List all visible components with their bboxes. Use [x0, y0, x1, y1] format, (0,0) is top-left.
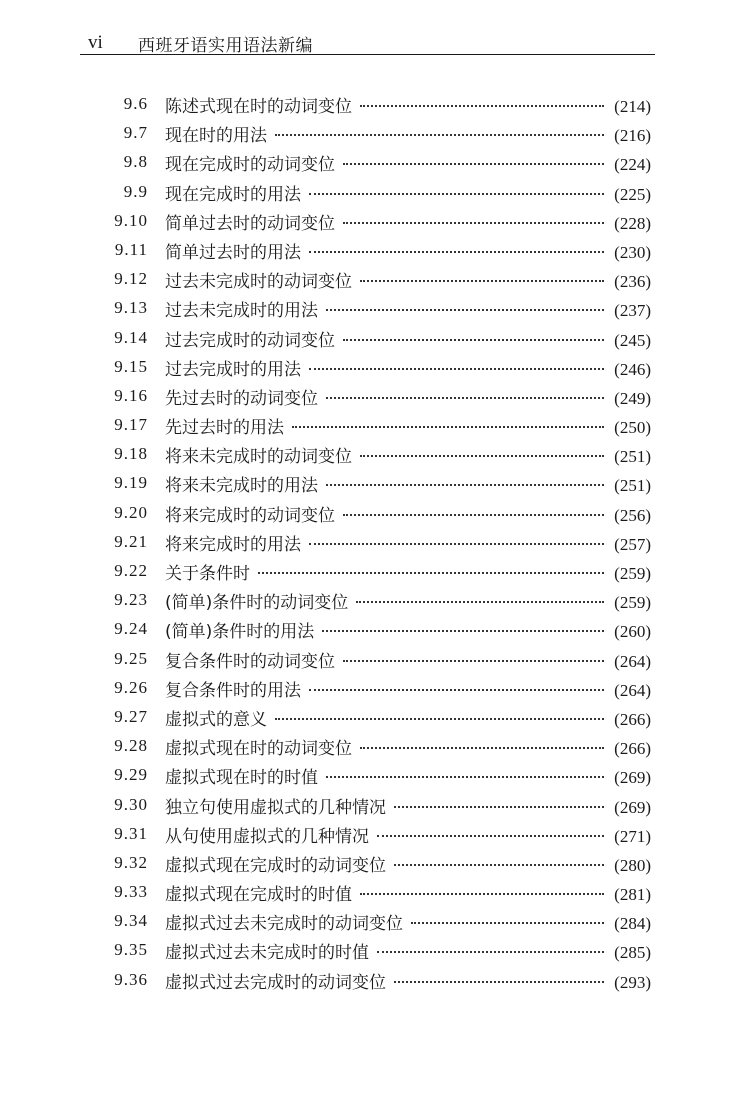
toc-entry-line: [165, 209, 651, 234]
toc-entry-number: 9.7: [123, 123, 148, 143]
toc-entry-page: (256): [614, 505, 651, 525]
toc-entry-line: [165, 793, 651, 818]
toc-entry-line: [165, 734, 651, 759]
toc-entry-number: 9.29: [114, 765, 148, 785]
toc-entry-line: [165, 326, 651, 351]
toc-entry[interactable]: [0, 148, 750, 177]
toc-entry-page: (293): [614, 972, 651, 992]
toc-entry[interactable]: [0, 849, 750, 878]
toc-entry[interactable]: [0, 469, 750, 498]
toc-entry-page: (237): [614, 301, 651, 321]
toc-entry-title: 将来完成时的动词变位: [165, 505, 335, 526]
toc-entry-title: 陈述式现在时的动词变位: [165, 97, 352, 117]
toc-entry-line: [165, 413, 651, 438]
toc-entry-page: (246): [614, 359, 651, 379]
toc-entry-number: 9.25: [114, 648, 148, 668]
dot-leader: [275, 134, 604, 136]
toc-entry-line: [165, 705, 651, 730]
toc-entry[interactable]: [0, 499, 750, 528]
toc-entry-page: (251): [614, 447, 651, 467]
toc-entry-title: 简单过去时的用法: [165, 242, 301, 263]
dot-leader: [326, 397, 604, 399]
toc-entry-page: (269): [614, 797, 651, 817]
toc-entry-line: [165, 150, 651, 175]
toc-entry-title: 过去未完成时的动词变位: [165, 272, 352, 293]
toc-entry[interactable]: [0, 440, 750, 469]
dot-leader: [292, 426, 604, 428]
toc-entry-page: (216): [614, 126, 651, 146]
toc-entry[interactable]: [0, 703, 750, 732]
toc-entry[interactable]: [0, 207, 750, 236]
dot-leader: [258, 572, 604, 574]
toc-entry[interactable]: [0, 878, 750, 907]
toc-entry[interactable]: [0, 353, 750, 382]
toc-entry-title: (简单)条件时的用法: [165, 622, 315, 643]
toc-entry-number: 9.20: [114, 502, 148, 522]
toc-entry-line: [165, 501, 651, 526]
toc-entry-line: [165, 238, 651, 263]
toc-entry-title: 先过去时的动词变位: [165, 388, 318, 409]
toc-entry-line: [165, 676, 651, 701]
page-number: vi: [88, 32, 103, 53]
toc-entry[interactable]: [0, 907, 750, 936]
dot-leader: [360, 105, 604, 107]
toc-entry[interactable]: [0, 966, 750, 995]
toc-entry-title: 现在完成时的用法: [165, 184, 301, 205]
toc-entry-title: 过去完成时的动词变位: [165, 330, 335, 351]
toc-entry-number: 9.21: [114, 531, 148, 551]
toc-entry-title: 虚拟式现在时的动词变位: [165, 739, 352, 760]
toc-entry[interactable]: [0, 761, 750, 790]
dot-leader: [360, 893, 604, 895]
toc-entry-page: (269): [614, 768, 651, 788]
toc-entry-page: (251): [614, 476, 651, 496]
toc-entry-number: 9.33: [114, 882, 148, 902]
toc-entry[interactable]: [0, 586, 750, 615]
dot-leader: [394, 806, 604, 808]
toc-entry-title: 简单过去时的动词变位: [165, 213, 335, 234]
toc-entry-page: (264): [614, 680, 651, 700]
toc-entry-line: [165, 880, 651, 905]
dot-leader: [275, 718, 604, 720]
toc-entry-page: (257): [614, 534, 651, 554]
toc-entry-line: [165, 559, 651, 584]
toc-entry-line: [165, 355, 651, 380]
toc-entry-line: [165, 617, 651, 642]
toc-entry[interactable]: [0, 294, 750, 323]
toc-entry-title: 从句使用虚拟式的几种情况: [165, 826, 369, 847]
dot-leader: [343, 514, 604, 516]
toc-entry-title: 虚拟式的意义: [165, 709, 267, 730]
dot-leader: [360, 455, 604, 457]
toc-entry-line: [165, 938, 651, 963]
toc-entry-number: 9.28: [114, 736, 148, 756]
dot-leader: [394, 981, 604, 983]
toc-entry-title: 过去未完成时的用法: [165, 301, 318, 322]
toc-entry[interactable]: [0, 90, 750, 119]
toc-entry-page: (280): [614, 855, 651, 875]
toc-entry-number: 9.18: [114, 444, 148, 464]
toc-entry-title: 复合条件时的动词变位: [165, 651, 335, 672]
toc-entry-line: [165, 121, 651, 146]
dot-leader: [326, 776, 604, 778]
toc-entry-title: 过去完成时的用法: [165, 359, 301, 380]
dot-leader: [343, 660, 604, 662]
dot-leader: [377, 951, 604, 953]
toc-entry-line: [165, 296, 651, 321]
toc-entry-line: [165, 588, 651, 613]
toc-entry[interactable]: [0, 178, 750, 207]
toc-entry-line: [165, 530, 651, 555]
dot-leader: [322, 630, 604, 632]
toc-entry-page: (264): [614, 651, 651, 671]
toc-entry-title: 关于条件时: [165, 564, 250, 584]
toc-entry-title: 独立句使用虚拟式的几种情况: [165, 797, 386, 818]
toc-entry-line: [165, 851, 651, 876]
toc-entry-number: 9.10: [114, 210, 148, 230]
toc-entry-number: 9.22: [114, 561, 148, 580]
toc-entry[interactable]: [0, 557, 750, 586]
toc-entry-line: [165, 442, 651, 467]
toc-entry-number: 9.19: [114, 473, 148, 493]
dot-leader: [326, 484, 604, 486]
toc-entry-title: 虚拟式现在时的时值: [165, 768, 318, 789]
toc-entry[interactable]: [0, 820, 750, 849]
toc-entry-title: 现在时的用法: [165, 126, 267, 147]
toc-entry-number: 9.17: [114, 415, 148, 435]
toc-entry-page: (281): [614, 885, 651, 905]
dot-leader: [343, 163, 604, 165]
toc-entry-number: 9.14: [114, 327, 148, 347]
toc-entry-line: [165, 384, 651, 409]
toc-entry-page: (224): [614, 155, 651, 175]
dot-leader: [326, 309, 604, 311]
toc-entry-page: (236): [614, 272, 651, 292]
toc-entry-page: (266): [614, 709, 651, 729]
toc-entry-page: (266): [614, 739, 651, 759]
toc-entry-title: 复合条件时的用法: [165, 680, 301, 701]
toc-entry-page: (259): [614, 593, 651, 613]
toc-entry-title: 将来未完成时的动词变位: [165, 447, 352, 468]
toc-entry[interactable]: [0, 411, 750, 440]
toc-entry-number: 9.8: [123, 152, 148, 172]
toc-entry-line: [165, 180, 651, 205]
toc-entry-number: 9.24: [114, 619, 148, 639]
toc-entry-line: [165, 822, 651, 847]
toc-entry-page: (214): [614, 97, 651, 116]
toc-entry-line: [165, 909, 651, 934]
dot-leader: [360, 280, 604, 282]
toc-entry-page: (259): [614, 564, 651, 583]
toc-entry-page: (271): [614, 826, 651, 846]
toc-entry-title: 虚拟式过去未完成时的动词变位: [165, 914, 403, 935]
toc-entry[interactable]: [0, 324, 750, 353]
dot-leader: [309, 193, 604, 195]
toc-entry-title: 现在完成时的动词变位: [165, 155, 335, 176]
toc-entry-title: (简单)条件时的动词变位: [165, 593, 349, 614]
toc-entry[interactable]: [0, 382, 750, 411]
toc-entry-title: 虚拟式过去未完成时的时值: [165, 943, 369, 964]
toc-entry-number: 9.9: [123, 181, 148, 201]
toc-entry-title: 将来未完成时的用法: [165, 476, 318, 497]
toc-entry-line: [165, 471, 651, 496]
toc-entry-number: 9.31: [114, 823, 148, 843]
toc-entry-line: [165, 647, 651, 672]
toc-entry-number: 9.11: [114, 239, 148, 259]
toc-entry-page: (225): [614, 184, 651, 204]
dot-leader: [377, 835, 604, 837]
toc-entry-title: 虚拟式现在完成时的动词变位: [165, 855, 386, 876]
toc-entry-number: 9.12: [114, 269, 148, 289]
toc-entry-number: 9.27: [114, 706, 148, 726]
dot-leader: [356, 601, 604, 603]
toc-entry-number: 9.36: [114, 969, 148, 989]
toc-entry-number: 9.32: [114, 852, 148, 872]
dot-leader: [309, 543, 604, 545]
toc-entry-number: 9.16: [114, 385, 148, 405]
toc-entry-number: 9.35: [114, 940, 148, 960]
toc-entry[interactable]: [0, 674, 750, 703]
toc-entry[interactable]: [0, 615, 750, 644]
dot-leader: [343, 339, 604, 341]
toc-entry-title: 将来完成时的用法: [165, 534, 301, 555]
toc-entry-page: (249): [614, 388, 651, 408]
toc-entry-line: [165, 968, 651, 993]
dot-leader: [394, 864, 604, 866]
running-title: 西班牙语实用语法新编: [138, 36, 313, 56]
toc-entry-number: 9.26: [114, 677, 148, 697]
toc-entry[interactable]: [0, 936, 750, 965]
toc-entry[interactable]: [0, 732, 750, 761]
toc-entry[interactable]: [0, 791, 750, 820]
toc-entry-page: (230): [614, 242, 651, 262]
toc-entry-number: 9.30: [114, 794, 148, 814]
page-header: [80, 30, 655, 55]
dot-leader: [411, 922, 604, 924]
toc-entry-page: (228): [614, 213, 651, 233]
toc-entry[interactable]: [0, 265, 750, 294]
toc-entry-page: (250): [614, 418, 651, 438]
toc-entry-page: (285): [614, 943, 651, 963]
toc-entry[interactable]: [0, 645, 750, 674]
toc-entry-number: 9.15: [114, 356, 148, 376]
toc-entry[interactable]: [0, 236, 750, 265]
dot-leader: [343, 222, 604, 224]
toc-entry-page: (245): [614, 330, 651, 350]
toc-entry-line: [165, 763, 651, 788]
toc-entry-number: 9.34: [114, 911, 148, 931]
toc-entry-title: 虚拟式现在完成时的时值: [165, 885, 352, 906]
toc-entry-number: 9.6: [123, 94, 148, 113]
toc-entry-line: [165, 267, 651, 292]
toc-entry-title: 先过去时的用法: [165, 418, 284, 439]
table-of-contents: [0, 90, 750, 995]
toc-entry[interactable]: [0, 119, 750, 148]
toc-entry-line: [165, 92, 651, 117]
toc-entry[interactable]: [0, 528, 750, 557]
toc-entry-number: 9.13: [114, 298, 148, 318]
dot-leader: [309, 689, 604, 691]
dot-leader: [360, 747, 604, 749]
toc-entry-title: 虚拟式过去完成时的动词变位: [165, 972, 386, 993]
toc-entry-number: 9.23: [114, 590, 148, 610]
dot-leader: [309, 368, 604, 370]
toc-entry-page: (260): [614, 622, 651, 642]
toc-entry-page: (284): [614, 914, 651, 934]
dot-leader: [309, 251, 604, 253]
